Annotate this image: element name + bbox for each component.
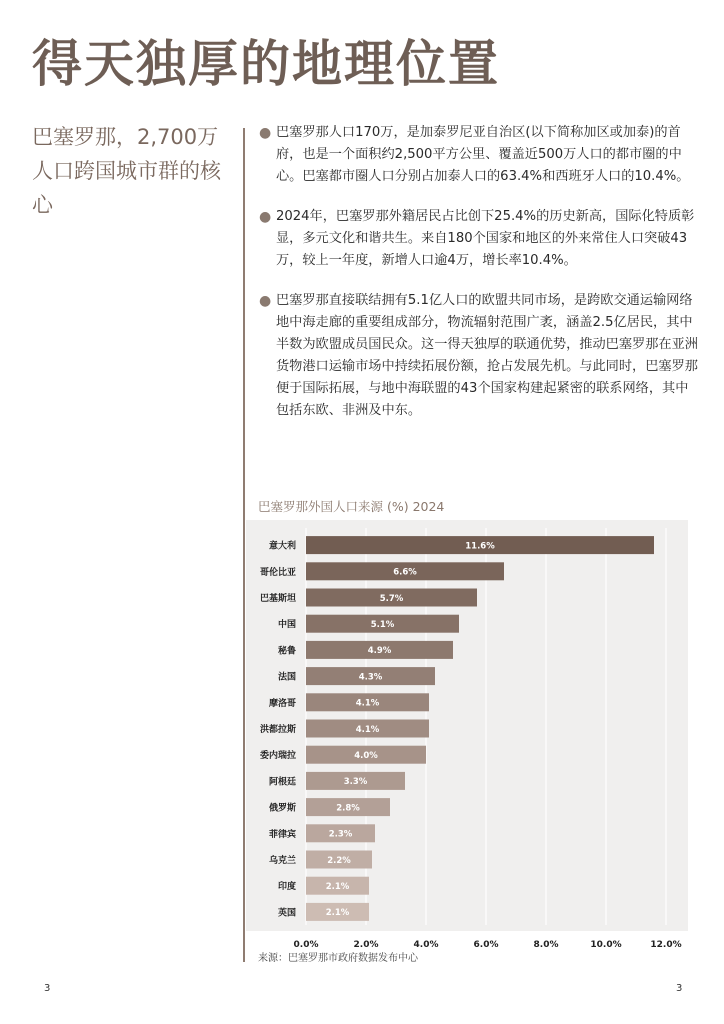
bullet-text: 2024年，巴塞罗那外籍居民占比创下25.4%的历史新高，国际化特质彰显，多元文化和谐共生。来自180个国家和地区的外来常住人口突破43万，较上一年度，新增人口逾4万，增长率10.4%。 bbox=[276, 209, 695, 268]
data-label: 2.8% bbox=[336, 803, 360, 814]
bullet-item bbox=[258, 206, 698, 272]
data-label: 2.3% bbox=[328, 829, 353, 840]
bullet-dot-icon: ● bbox=[259, 293, 272, 309]
bullet-dot-icon: ● bbox=[259, 125, 272, 141]
data-label: 4.1% bbox=[355, 724, 380, 735]
category-label: 法国 bbox=[277, 672, 296, 683]
data-label: 5.7% bbox=[379, 593, 404, 604]
category-label: 俄罗斯 bbox=[268, 803, 296, 814]
data-label: 3.3% bbox=[343, 777, 368, 788]
page-number-right: 3 bbox=[676, 983, 683, 994]
page-title: 得天独厚的地理位置 bbox=[32, 35, 500, 93]
chart-title: 巴塞罗那外国人口来源 (%) 2024 bbox=[258, 499, 445, 514]
category-label: 委内瑞拉 bbox=[259, 751, 296, 762]
section-subtitle: 巴塞罗那，2,700万人口跨国城市群的核心 bbox=[32, 125, 221, 217]
data-label: 11.6% bbox=[465, 541, 495, 552]
bullet-list bbox=[258, 122, 698, 440]
divider-line bbox=[243, 128, 245, 962]
x-tick-label: 10.0% bbox=[590, 940, 622, 950]
category-label: 哥伦比亚 bbox=[259, 567, 296, 578]
category-label: 英国 bbox=[277, 908, 296, 919]
x-tick-label: 8.0% bbox=[533, 940, 559, 950]
x-tick-label: 6.0% bbox=[473, 940, 499, 950]
data-label: 4.1% bbox=[355, 698, 380, 709]
data-label: 2.2% bbox=[327, 855, 351, 866]
data-label: 2.1% bbox=[325, 882, 350, 892]
bullet-dot-icon: ● bbox=[259, 209, 272, 225]
data-label: 6.6% bbox=[393, 567, 417, 578]
category-label: 阿根廷 bbox=[268, 777, 296, 788]
category-label: 意大利 bbox=[268, 541, 296, 552]
category-label: 乌克兰 bbox=[268, 856, 296, 866]
category-label: 巴基斯坦 bbox=[259, 594, 296, 604]
page-number-left: 3 bbox=[44, 983, 51, 994]
data-label: 2.1% bbox=[325, 908, 350, 919]
data-label: 4.3% bbox=[358, 672, 383, 683]
category-label: 摩洛哥 bbox=[268, 698, 296, 709]
data-label: 5.1% bbox=[370, 620, 395, 630]
category-label: 秘鲁 bbox=[277, 646, 296, 657]
bar-chart bbox=[246, 520, 688, 950]
x-tick-label: 2.0% bbox=[353, 940, 379, 950]
category-label: 印度 bbox=[277, 882, 296, 893]
bullet-text: 巴塞罗那人口170万，是加泰罗尼亚自治区(以下简称加区或加泰)的首府，也是一个面积约2,500平方公里、覆盖近500万人口的都市圈的中心。巴塞都市圈人口分别占加泰人口的63.4%和西班牙人口的10.4%。 bbox=[276, 125, 690, 184]
data-label: 4.9% bbox=[367, 646, 392, 657]
category-label: 洪都拉斯 bbox=[259, 725, 296, 735]
data-label: 4.0% bbox=[354, 751, 378, 761]
category-label: 菲律宾 bbox=[268, 829, 296, 840]
bullet-item bbox=[258, 122, 698, 188]
source-note: 来源：巴塞罗那市政府数据发布中心 bbox=[258, 953, 418, 964]
bullet-item bbox=[258, 290, 698, 422]
x-tick-label: 0.0% bbox=[293, 940, 319, 950]
x-tick-label: 4.0% bbox=[413, 940, 439, 950]
bullet-text: 巴塞罗那直接联结拥有5.1亿人口的欧盟共同市场，是跨欧交通运输网络地中海走廊的重要组成部分，物流辐射范围广袤，涵盖2.5亿居民，其中半数为欧盟成员国民众。这一得天独厚的联通优势，推动巴塞罗那在亚洲货物港口运输市场中持续拓展份额，抢占发展先机。与此同时，巴塞罗那便于国际拓展，与地中海联盟的43个国家构建起紧密的联系网络，其中包括东欧、非洲及中东。 bbox=[276, 293, 698, 418]
category-label: 中国 bbox=[277, 620, 296, 631]
x-tick-label: 12.0% bbox=[650, 940, 682, 950]
